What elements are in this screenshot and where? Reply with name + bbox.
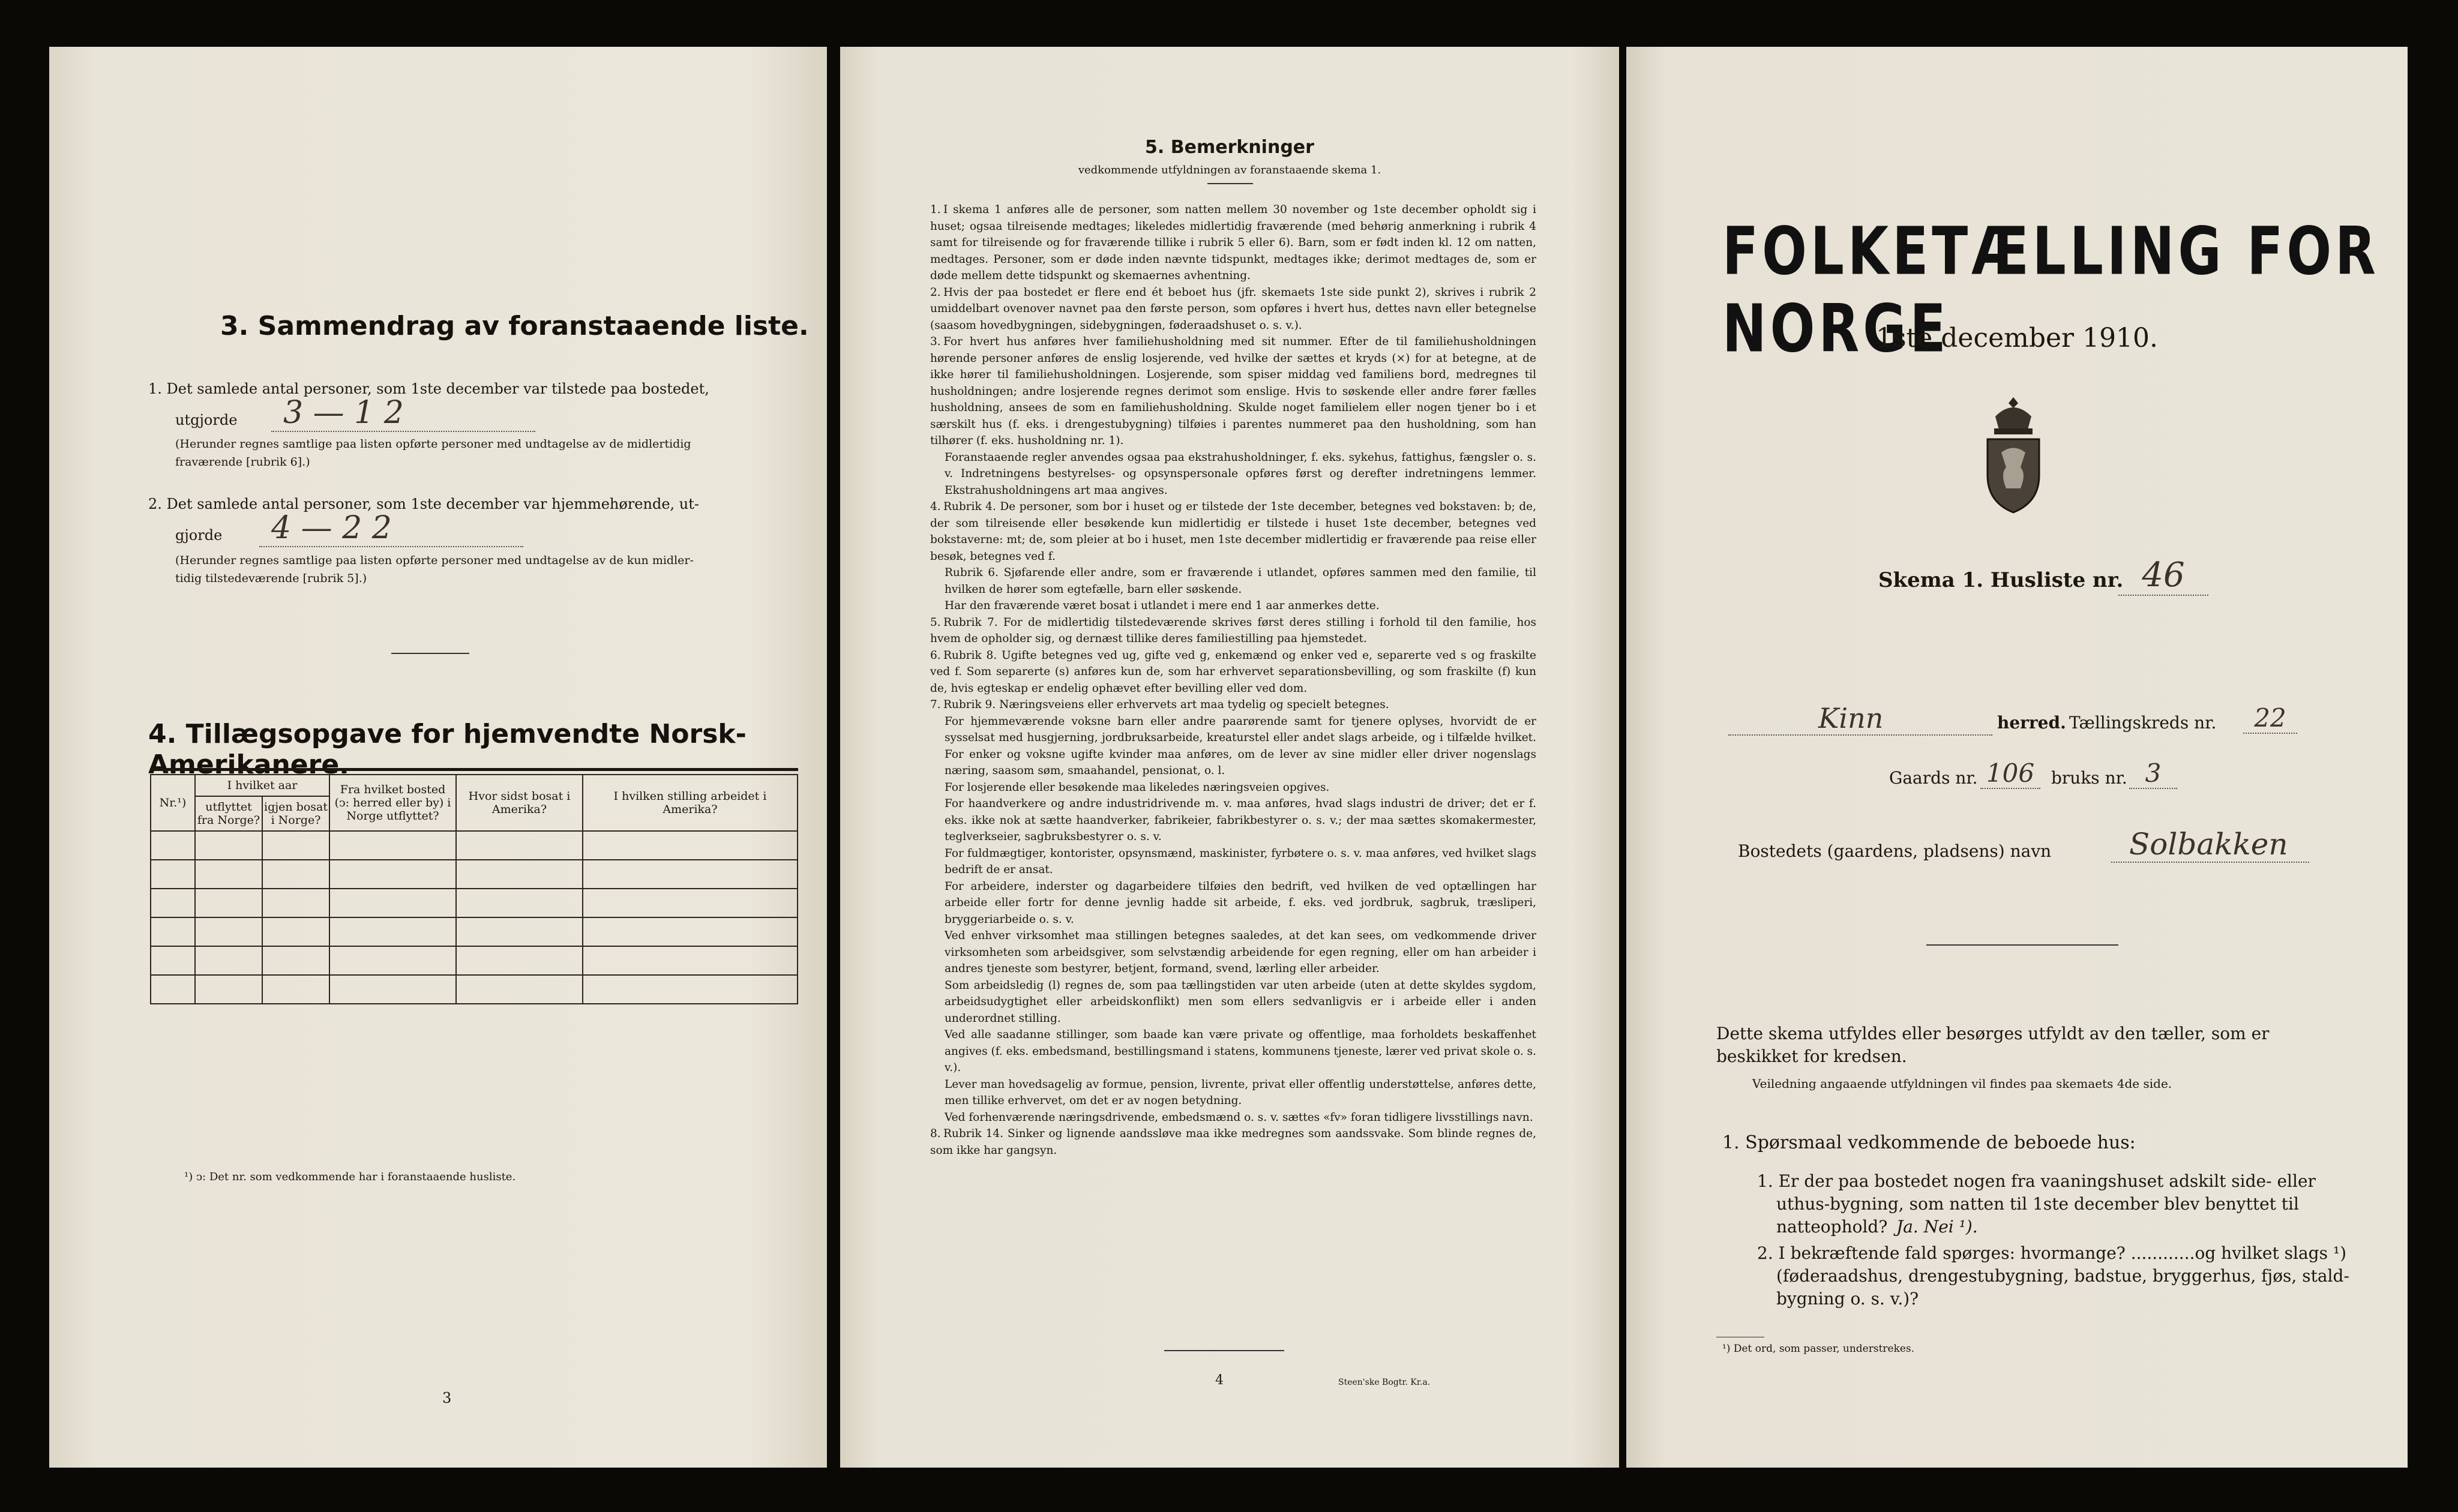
intro-line1: Dette skema utfyldes eller besørges utfyldt av den tæller, som er (1716, 1024, 2270, 1043)
item2-handwritten-count: 4 — 2 2 (259, 510, 523, 547)
remark-paragraph: For hjemmeværende voksne barn eller andre paarørende samt for tjenere oplyses, hvorvidt de er sysselsat med husgjerning, jordbruksarbeide, kreaturstel eller andet slags arbeide, og i tilfælde hvilket. For enker og voksne ugifte kvinder maa anføres, om de lever av sine midler eller driver nogenslags næring, saasom søm, smaahandel, pensionat, o. l. (945, 715, 1536, 777)
table-row (151, 975, 798, 1004)
col-group-header: I hvilket aar (195, 775, 329, 796)
taellingskreds-value: 22 (2243, 703, 2297, 734)
divider (1207, 183, 1253, 184)
remarks-list (930, 202, 1536, 1159)
item1-label: utgjorde (175, 412, 238, 428)
item1-handwritten-count: 3 — 1 2 (271, 395, 535, 432)
remarks-subtitle: vedkommende utfyldningen av foranstaaende skema 1. (1078, 164, 1381, 176)
col-fra-header: Fra hvilket bosted (ↄ: herred eller by) i Norge utflyttet? (329, 775, 456, 831)
table-row (151, 917, 798, 946)
remark-paragraph: For haandverkere og andre industridrivende m. v. maa anføres, hvad slags industri de driver; det er f. eks. ikke nok at sætte haandverker, fabrikeier, fabrikbestyrer o. s. v.; der maa sættes skomakermester, teglverkseier, sagbruksbestyrer o. s. v. (945, 797, 1536, 843)
bruks-label: bruks nr. (2051, 768, 2127, 788)
norsk-amerikanere-table (150, 774, 798, 1004)
table-row (151, 860, 798, 889)
q1-2-line2: (føderaadshus, drengestubygning, badstue, bryggerhus, fjøs, stald- (1776, 1266, 2349, 1286)
table-top-rule (150, 768, 798, 771)
q1-1-line3: natteophold? (1776, 1217, 1888, 1237)
middle-page (840, 47, 1619, 1468)
left-page (49, 47, 827, 1468)
remark-paragraph: For losjerende eller besøkende maa likeledes næringsveien opgives. (945, 781, 1330, 794)
skema-label: Skema 1. Husliste nr. (1878, 568, 2124, 592)
q1-2-line3: bygning o. s. v.)? (1776, 1289, 1919, 1309)
remark-paragraph: For fuldmægtiger, kontorister, opsynsmænd, maskinister, fyrbøtere o. s. v. maa anføres, ved hvilket slags bedrift de er ansat. (945, 847, 1536, 876)
page-number: 3 (442, 1390, 452, 1406)
remark-paragraph: 8. Rubrik 14. Sinker og lignende aandssløve maa ikke medregnes som aandssvake. Som blinde regnes de, som ikke har gangsyn. (930, 1127, 1536, 1157)
remarks-title: 5. Bemerkninger (1145, 137, 1314, 158)
divider (391, 653, 469, 654)
q1-2-line1: 2. I bekræftende fald spørges: hvormange? ............og hvilket slags ¹) (1757, 1243, 2346, 1263)
page-number: 4 (1215, 1373, 1224, 1388)
item2-label: gjorde (175, 527, 223, 544)
item2-note1: (Herunder regnes samtlige paa listen opførte personer med undtagelse av de kun midler- (175, 554, 694, 567)
right-page (1626, 47, 2408, 1468)
herred-value: Kinn (1728, 702, 1992, 736)
remark-paragraph: Har den fraværende været bosat i utlandet i mere end 1 aar anmerkes dette. (945, 599, 1380, 612)
gaards-label: Gaards nr. (1889, 768, 1978, 788)
herred-label: herred. (1997, 713, 2066, 733)
intro-note: Veiledning angaaende utfyldningen vil findes paa skemaets 4de side. (1752, 1076, 2172, 1091)
remark-paragraph: 1. I skema 1 anføres alle de personer, som natten mellem 30 november og 1ste december opholdt sig i huset; ogsaa tilreisende medtages; likeledes midlertidig fraværende (med behørig anmerkning i rubrik 4 samt for tilreisende og for fraværende tillike i rubrik 5 eller 6). Barn, som er født inden kl. 12 om natten, medtages. Personer, som er døde inden nævnte tidspunkt, medtages ikke; derimot medtages de, som er døde mellem dette tidspunkt og skemaernes avhentning. (930, 203, 1536, 282)
table-footnote: ¹) ↄ: Det nr. som vedkommende har i foranstaaende husliste. (184, 1171, 516, 1183)
divider (1164, 1350, 1284, 1351)
table-row (151, 831, 798, 860)
remark-paragraph: 3. For hvert hus anføres hver familiehusholdning med sit nummer. Efter de til familiehusholdningen hørende personer anføres de enslig losjerende, ved hvilke der sættes et kryds (×) for at betegne, at de ikke hører til familiehusholdningen. Losjerende, som spiser middag ved familiens bord, medregnes til husholdningen; andre losjerende regnes derimot som enslige. Hvis to søskende eller andre fører fælles husholdning, ansees de som en familiehusholdning. Skulde noget familielem eller nogen tjener bo i et særskilt hus (f. eks. i drengestubygning) tilføies i parentes nummeret paa den husholdning, som han tilhører (f. eks. husholdning nr. 1). (930, 335, 1536, 447)
col-igjen-header: igjen bosat i Norge? (262, 796, 329, 831)
item1-note2: fraværende [rubrik 6].) (175, 455, 310, 469)
intro-line2: beskikket for kredsen. (1716, 1046, 1907, 1066)
taellingskreds-label: Tællingskreds nr. (2069, 713, 2217, 733)
remark-paragraph: Foranstaaende regler anvendes ogsaa paa ekstrahusholdninger, f. eks. sykehus, fattighus, fængsler o. s. v. Indretningens bestyrelses- og opsynspersonale opføres først og derefter indretningens lemmer. Ekstrahusholdningens art maa angives. (945, 451, 1536, 497)
remark-paragraph: 2. Hvis der paa bostedet er flere end ét beboet hus (jfr. skemaets 1ste side punkt 2), skrives i rubrik 2 umiddelbart ovenover navnet paa den første person, som opføres i hvert hus, dettes navn eller betegnelse (saasom hovedbygningen, sidebygningen, føderaadshuset o. s. v.). (930, 286, 1536, 332)
remark-paragraph: 6. Rubrik 8. Ugifte betegnes ved ug, gifte ved g, enkemænd og enker ved e, separerte ved s og fraskilte ved f. Som separerte (s) anføres kun de, som har erhvervet separationsbevilling, og som fraskilte (f) kun de, hvis egteskap er endelig ophævet efter bevilling eller ved dom. (930, 649, 1536, 695)
col-hvor-header: Hvor sidst bosat i Amerika? (456, 775, 583, 831)
remark-paragraph: Som arbeidsledig (l) regnes de, som paa tællingstiden var uten arbeide (uten at dette skyldes sygdom, arbeidsudygtighet eller arbeidskonflikt) men som ellers sedvanligvis er i arbeide eller i anden underordnet stilling. (945, 979, 1536, 1025)
q1-1-line1: 1. Er der paa bostedet nogen fra vaaningshuset adskilt side- eller (1757, 1171, 2316, 1191)
item1-line1: 1. Det samlede antal personer, som 1ste december var tilstede paa bostedet, (148, 380, 709, 397)
census-title: FOLKETÆLLING FOR NORGE (1722, 212, 2379, 367)
remark-paragraph: Ved forhenværende næringsdrivende, embedsmænd o. s. v. sættes «fv» foran tidligere livsstillings navn. (945, 1111, 1533, 1124)
table-row (151, 889, 798, 917)
remark-paragraph: Rubrik 6. Sjøfarende eller andre, som er fraværende i utlandet, opføres sammen med den familie, til hvilken de hører som egtefælle, barn eller søskende. (945, 566, 1536, 596)
col-nr-header: Nr.¹) (151, 775, 195, 831)
census-date: 1ste december 1910. (1875, 323, 2159, 353)
remark-paragraph: 5. Rubrik 7. For de midlertidig tilstedeværende skrives først deres stilling i forhold til den familie, hos hvem de opholder sig, og dernæst tillike deres familiestilling paa hjemstedet. (930, 616, 1536, 645)
right-footnote: ¹) Det ord, som passer, understrekes. (1722, 1343, 1915, 1355)
divider (1926, 944, 2118, 946)
col-utflyttet-header: utflyttet fra Norge? (195, 796, 262, 831)
remark-paragraph: 4. Rubrik 4. De personer, som bor i huset og er tilstede der 1ste december, betegnes ved bokstaven: b; de, der som tilreisende eller besøkende kun midlertidig er tilstede i huset 1ste december, betegnes ved bokstaverne: mt; de, som pleier at bo i huset, men 1ste december midlertidig er fraværende paa reise eller besøk, betegnes ved f. (930, 500, 1536, 563)
printer-mark: Steen'ske Bogtr. Kr.a. (1338, 1378, 1431, 1387)
section3-title: 3. Sammendrag av foranstaaende liste. (220, 311, 809, 341)
remark-paragraph: Ved enhver virksomhet maa stillingen betegnes saaledes, at det kan sees, om vedkommende driver virksomheten som arbeidsgiver, som selvstændig arbeidende for egen regning, eller om han arbeider i andres tjeneste som bestyrer, betjent, formand, svend, lærling eller arbeider. (945, 929, 1536, 975)
remark-paragraph: 7. Rubrik 9. Næringsveiens eller erhvervets art maa tydelig og specielt betegnes. (930, 698, 1389, 711)
col-stilling-header: I hvilken stilling arbeidet i Amerika? (583, 775, 798, 831)
q1-title: 1. Spørsmaal vedkommende de beboede hus: (1722, 1132, 2136, 1153)
remark-paragraph: Lever man hovedsagelig av formue, pension, livrente, privat eller offentlig understøttelse, anføres dette, men tillike erhvervet, om det er av nogen betydning. (945, 1078, 1536, 1107)
q1-1-answer: Ja. Nei ¹). (1896, 1217, 1978, 1237)
bosted-label: Bostedets (gaardens, pladsens) navn (1738, 841, 2052, 861)
coat-of-arms-icon (1974, 392, 2052, 518)
remark-paragraph: Ved alle saadanne stillinger, som baade kan være private og offentlige, maa forholdets beskaffenhet angives (f. eks. embedsmand, bestillingsmand i statens, kommunens tjeneste, lærer ved privat skole o. s. v.). (945, 1028, 1536, 1074)
bosted-value: Solbakken (2111, 827, 2309, 863)
section4-title: 4. Tillægsopgave for hjemvendte Norsk-Amerikanere. (148, 719, 747, 780)
husliste-nr-value: 46 (2118, 556, 2208, 596)
item2-note2: tidig tilstedeværende [rubrik 5].) (175, 572, 367, 585)
table-row (151, 946, 798, 975)
item1-note1: (Herunder regnes samtlige paa listen opførte personer med undtagelse av de midlertidig (175, 437, 691, 451)
remark-paragraph: For arbeidere, inderster og dagarbeidere tilføies den bedrift, ved hvilken de ved optællingen har arbeide eller fortr for denne jevnlig hadde sit arbeide, f. eks. ved jordbruk, sagbruk, træsliperi, bryggeriarbeide o. s. v. (945, 880, 1536, 926)
q1-1-line2: uthus-bygning, som natten til 1ste december blev benyttet til (1776, 1194, 2299, 1214)
item2-line1: 2. Det samlede antal personer, som 1ste december var hjemmehørende, ut- (148, 496, 699, 512)
gaards-value: 106 (1980, 758, 2040, 789)
bruks-value: 3 (2129, 758, 2177, 789)
